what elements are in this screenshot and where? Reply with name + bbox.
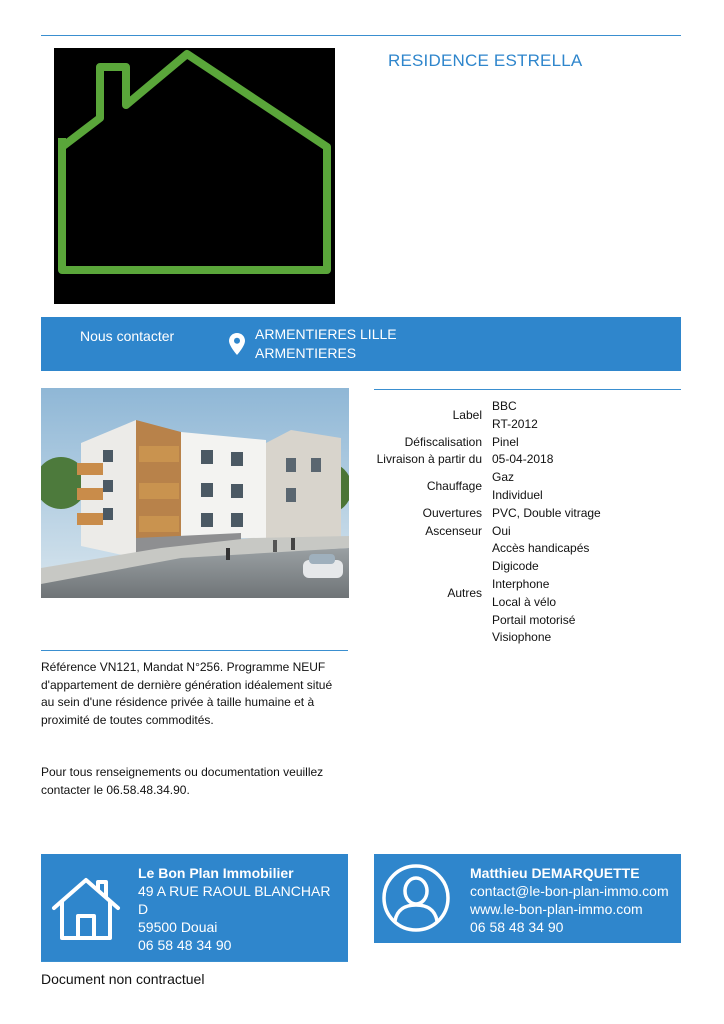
spec-row-chauffage <box>374 469 680 505</box>
user-avatar-icon <box>381 863 451 933</box>
spec-value: Interphone <box>492 576 550 591</box>
spec-row-autres <box>374 540 680 647</box>
agency-address-line2: D <box>138 901 149 917</box>
spec-row-livraison <box>374 451 680 469</box>
description-paragraph: Référence VN121, Mandat N°256. Programme NEUF d'appartement de dernière génération idéalement situé au sein d'une résidence privée à taille humaine et à proximité de toutes commodités. <box>41 660 333 727</box>
spec-value: Visiophone <box>492 630 552 645</box>
agency-card <box>41 854 348 961</box>
spec-label: Livraison à partir du <box>376 452 482 467</box>
spec-row-defiscalisation <box>374 434 680 452</box>
building-photo <box>41 388 349 598</box>
agency-logo <box>54 48 335 304</box>
spec-value: PVC, Double vitrage <box>492 505 601 520</box>
location-line-2: ARMENTIERES <box>255 345 357 361</box>
spec-row-label <box>374 398 680 434</box>
agent-website[interactable]: www.le-bon-plan-immo.com <box>470 901 643 917</box>
agent-phone[interactable]: 06 58 48 34 90 <box>470 919 564 935</box>
spec-value: Local à vélo <box>492 594 557 609</box>
spec-label: Label <box>452 407 482 422</box>
map-pin-icon <box>229 333 245 355</box>
house-outline-icon <box>54 48 335 304</box>
agency-phone[interactable]: 06 58 48 34 90 <box>138 937 232 953</box>
house-icon <box>50 874 122 942</box>
location-line-1: ARMENTIERES LILLE <box>255 326 397 342</box>
agency-address-line1: 49 A RUE RAOUL BLANCHAR <box>138 883 331 899</box>
description-divider <box>41 650 348 651</box>
agent-card <box>374 854 681 943</box>
spec-value: Digicode <box>492 559 539 574</box>
description <box>41 659 347 800</box>
agency-card-divider <box>41 961 348 962</box>
specs-table <box>374 398 680 647</box>
spec-value: RT-2012 <box>492 416 538 431</box>
spec-value: Gaz <box>492 470 515 485</box>
agency-name: Le Bon Plan Immobilier <box>138 865 294 881</box>
spec-label: Chauffage <box>426 479 482 494</box>
top-divider <box>41 35 681 36</box>
spec-value: Oui <box>492 523 511 538</box>
footer-note: Document non contractuel <box>41 971 205 987</box>
spec-value: 05-04-2018 <box>492 452 554 467</box>
spec-row-ouvertures <box>374 505 680 523</box>
agent-email[interactable]: contact@le-bon-plan-immo.com <box>470 883 669 899</box>
spec-label: Autres <box>447 585 482 600</box>
spec-label: Défiscalisation <box>404 434 482 449</box>
spec-value: Pinel <box>492 434 519 449</box>
contact-bar <box>41 317 681 371</box>
spec-row-ascenseur <box>374 523 680 541</box>
contact-label[interactable]: Nous contacter <box>80 328 175 344</box>
page-title: RESIDENCE ESTRELLA <box>388 51 583 70</box>
specs-divider <box>374 389 681 390</box>
spec-value: Accès handicapés <box>492 541 590 556</box>
spec-label: Ascenseur <box>425 523 482 538</box>
spec-value: Individuel <box>492 487 543 502</box>
spec-label: Ouvertures <box>422 505 482 520</box>
description-paragraph: Pour tous renseignements ou documentation veuillez contacter le 06.58.48.34.90. <box>41 765 324 797</box>
spec-value: Portail motorisé <box>492 612 576 627</box>
spec-value: BBC <box>492 399 517 413</box>
agency-city: 59500 Douai <box>138 919 218 935</box>
agent-name: Matthieu DEMARQUETTE <box>470 865 640 881</box>
